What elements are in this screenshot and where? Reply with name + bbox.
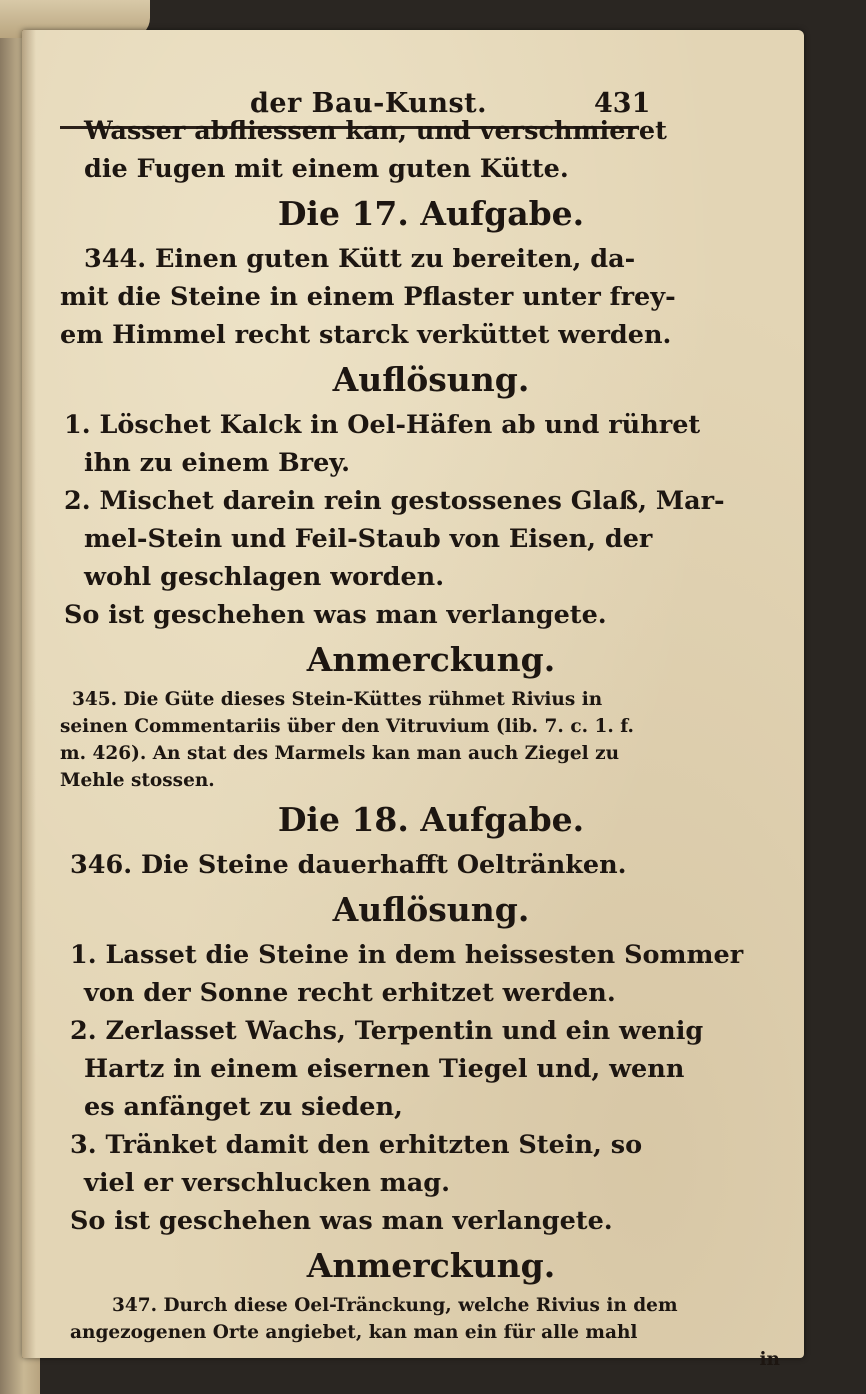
- catchword: in: [759, 1349, 780, 1370]
- text-line: mit die Steine in einem Pflaster unter frey-: [60, 282, 676, 312]
- text-line: Hartz in einem eisernen Tiegel und, wenn: [84, 1054, 685, 1084]
- running-title: der Bau-Kunst.: [250, 88, 488, 119]
- text-line: So ist geschehen was man verlangete.: [70, 1206, 613, 1236]
- text-line: Wasser abfliessen kan, und verschmieret: [84, 116, 667, 146]
- text-line: em Himmel recht starck verküttet werden.: [60, 320, 672, 350]
- page-number: 431: [594, 88, 651, 119]
- text-line: 2. Zerlasset Wachs, Terpentin und ein wenig: [70, 1016, 704, 1046]
- text-line: 346. Die Steine dauerhafft Oeltränken.: [70, 850, 627, 880]
- note-line: m. 426). An stat des Marmels kan man auch Ziegel zu: [60, 743, 620, 764]
- text-line: viel er verschlucken mag.: [84, 1168, 451, 1198]
- note-line: angezogenen Orte angiebet, kan man ein für alle mahl: [70, 1322, 638, 1343]
- text-line: von der Sonne recht erhitzet werden.: [84, 978, 616, 1008]
- page-body: [50, 112, 802, 1373]
- text-line: 344. Einen guten Kütt zu bereiten, da-: [84, 244, 636, 274]
- text-line: So ist geschehen was man verlangete.: [64, 600, 607, 630]
- text-line: 1. Lasset die Steine in dem heissesten Sommer: [70, 940, 744, 970]
- section-heading: Auflösung.: [332, 360, 530, 399]
- section-heading: Anmerckung.: [306, 1246, 556, 1285]
- section-heading: Die 17. Aufgabe.: [277, 194, 585, 233]
- text-line: 2. Mischet darein rein gestossenes Glaß, Mar-: [64, 486, 725, 516]
- text-line: wohl geschlagen worden.: [84, 562, 445, 592]
- text-line: ihn zu einem Brey.: [84, 448, 351, 478]
- text-line: 1. Löschet Kalck in Oel-Häfen ab und rühret: [64, 410, 701, 440]
- text-line: mel-Stein und Feil-Staub von Eisen, der: [84, 524, 653, 554]
- section-heading: Auflösung.: [332, 890, 530, 929]
- section-heading: Die 18. Aufgabe.: [277, 800, 585, 839]
- note-line: Mehle stossen.: [60, 770, 215, 791]
- text-line: die Fugen mit einem guten Kütte.: [84, 154, 569, 184]
- note-line: 345. Die Güte dieses Stein-Küttes rühmet Rivius in: [72, 689, 603, 710]
- note-line: 347. Durch diese Oel-Tränckung, welche Rivius in dem: [112, 1295, 678, 1316]
- book-page: [22, 30, 804, 1370]
- page-gutter-shadow: [22, 30, 36, 1358]
- text-line: es anfänget zu sieden,: [84, 1092, 403, 1122]
- note-line: seinen Commentariis über den Vitruvium (lib. 7. c. 1. f.: [60, 716, 634, 737]
- text-line: 3. Tränket damit den erhitzten Stein, so: [70, 1130, 643, 1160]
- section-heading: Anmerckung.: [306, 640, 556, 679]
